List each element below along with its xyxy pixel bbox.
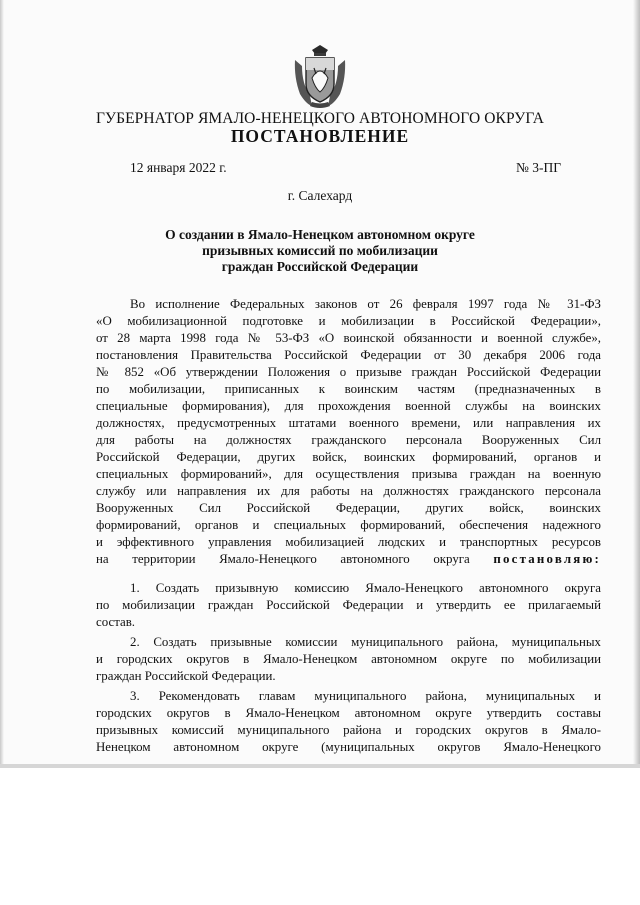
- subject-line: призывных комиссий по мобилизации: [202, 243, 438, 258]
- preamble-line: для работы на должностях гражданского персонала Вооруженных Сил: [96, 433, 601, 447]
- document-type: ПОСТАНОВЛЕНИЕ: [230, 126, 410, 146]
- item-1-line: 1. Создать призывную комиссию Ямало-Ненецкого автономного округа: [130, 581, 601, 595]
- preamble-line: должностях, предусмотренных штатами военного времени, или направления их: [96, 416, 601, 430]
- issuer-title: ГУБЕРНАТОР ЯМАЛО-НЕНЕЦКОГО АВТОНОМНОГО ОКРУГА: [95, 110, 545, 127]
- preamble-line: Во исполнение Федеральных законов от 26 февраля 1997 года № 31-ФЗ: [130, 297, 601, 311]
- item-2-line: и городских округов в Ямало-Ненецком автономном округе по мобилизации: [96, 652, 601, 666]
- document-subject: [0, 227, 640, 275]
- document-city: г. Салехард: [287, 188, 353, 203]
- preamble-line: формирований, органов и специальных формирований, обеспечения надежного: [96, 518, 601, 532]
- preamble-line: Российской Федерации, других войск, воинских формирований, органов и: [96, 450, 601, 464]
- preamble-line-final: [96, 551, 601, 567]
- preamble-tail: на территории Ямало-Ненецкого автономного округа: [96, 552, 470, 566]
- item-1-line: состав.: [96, 615, 136, 629]
- preamble-line: № 852 «Об утверждении Положения о призыве граждан Российской Федерации: [96, 365, 601, 379]
- preamble-line: по мобилизации, приписанных к воинским частям (предназначенных в: [96, 382, 601, 396]
- coat-of-arms-icon: [292, 44, 348, 110]
- subject-line: граждан Российской Федерации: [221, 259, 419, 274]
- preamble-line: и эффективного управления мобилизацией людских и транспортных ресурсов: [96, 535, 601, 549]
- preamble-line: «О мобилизационной подготовке и мобилизации в Российской Федерации»,: [96, 314, 601, 328]
- preamble-line: от 28 марта 1998 года № 53-ФЗ «О воинской обязанности и военной службе»,: [96, 331, 601, 345]
- document-number: № 3-ПГ: [515, 160, 561, 175]
- item-1-line: по мобилизации граждан Российской Федерации и утвердить ее прилагаемый: [96, 598, 601, 612]
- preamble-line: службу или направления их для работы на должностях гражданского персонала: [96, 484, 601, 498]
- item-2-line: граждан Российской Федерации.: [96, 669, 276, 683]
- item-3-line: городских округов в Ямало-Ненецком автономном округе утвердить составы: [96, 706, 601, 720]
- item-3-line: 3. Рекомендовать главам муниципального района, муниципальных и: [130, 689, 601, 703]
- document-date: 12 января 2022 г.: [130, 160, 227, 175]
- item-2-line: 2. Создать призывные комиссии муниципального района, муниципальных: [130, 635, 601, 649]
- item-3-line: призывных комиссий муниципального района и городских округов в Ямало-: [96, 723, 601, 737]
- preamble-line: постановления Правительства Российской Федерации от 30 декабря 2006 года: [96, 348, 601, 362]
- preamble-line: специальные формирования), для прохождения военной службы на воинских: [96, 399, 601, 413]
- preamble-line: Вооруженных Сил Российской Федерации, других войск, воинских: [96, 501, 601, 515]
- subject-line: О создании в Ямало-Ненецком автономном округе: [165, 227, 475, 242]
- resolve-word: постановляю:: [493, 552, 601, 566]
- preamble-line: специальных формирований», для осуществления призыва граждан на военную: [96, 467, 601, 481]
- page-bottom-edge: [0, 764, 640, 768]
- item-3-line: Ненецком автономном округе (муниципальных округов Ямало-Ненецкого: [96, 740, 601, 754]
